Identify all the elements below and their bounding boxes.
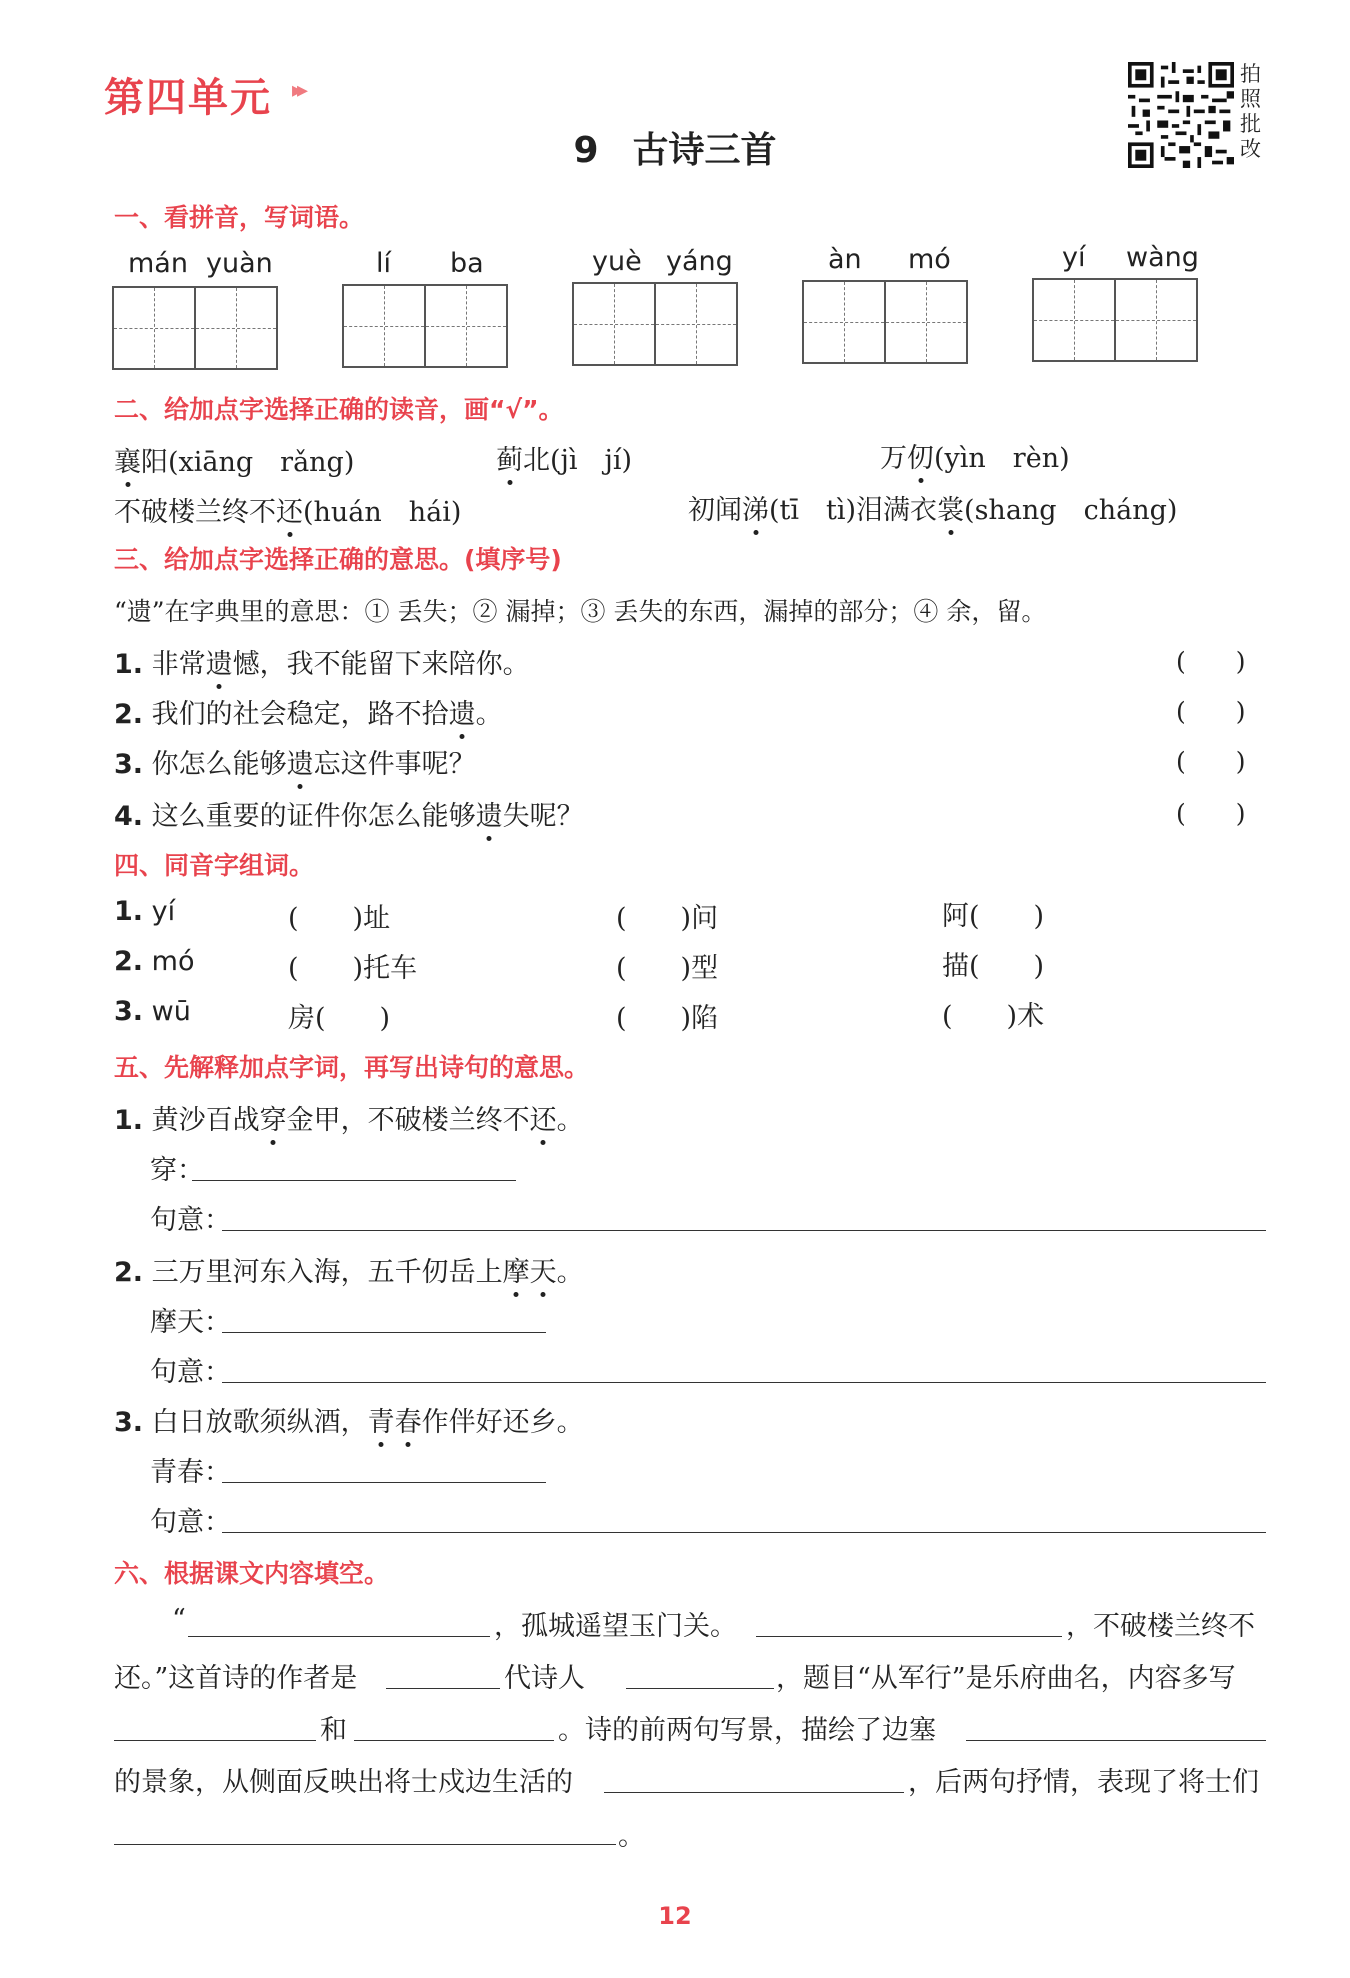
fill-blank[interactable] [354, 1740, 554, 1741]
question-item: 1. 非常遗憾，我不能留下来陪你。 [114, 642, 530, 681]
unit-title: 第四单元 [104, 75, 272, 121]
fill-text: ，孤城遥望玉门关。 [494, 1611, 737, 1642]
grid-cell[interactable] [114, 288, 196, 368]
lesson-number: 9 [573, 130, 599, 171]
grid-cell[interactable] [1116, 280, 1196, 360]
grid-cell[interactable] [804, 282, 886, 362]
unit-arrow-icon: ▸▸ [292, 78, 303, 103]
writing-grid[interactable] [1032, 278, 1198, 362]
question-item: 4. 这么重要的证件你怎么能够遗失呢？ [114, 794, 584, 833]
answer-line[interactable] [222, 1532, 1266, 1533]
fill-text: ，后两句抒情，表现了将士们 [908, 1767, 1259, 1798]
writing-grid[interactable] [342, 284, 508, 368]
grid-cell[interactable] [886, 282, 966, 362]
pinyin: yuè [592, 246, 642, 277]
grid-cell[interactable] [196, 288, 276, 368]
homophone-blank[interactable]: ( )托车 [288, 953, 418, 984]
fill-blank[interactable] [386, 1688, 500, 1689]
homophone-row-label: 3. wū [114, 996, 191, 1027]
fill-text: 和 [320, 1715, 347, 1746]
meaning-label: 句意： [150, 1507, 231, 1538]
fill-blank[interactable] [966, 1740, 1266, 1741]
fill-blank[interactable] [604, 1792, 904, 1793]
homophone-blank[interactable]: ( )址 [288, 903, 391, 934]
page-number: 12 [658, 1902, 692, 1930]
answer-blank[interactable]: ( ) [1176, 747, 1246, 776]
section-4-title: 四、同音字组词。 [114, 851, 315, 880]
section-5-title: 五、先解释加点字词，再写出诗句的意思。 [114, 1053, 590, 1082]
poem-line: 1. 黄沙百战穿金甲，不破楼兰终不还。 [114, 1098, 584, 1137]
grid-cell[interactable] [426, 286, 506, 366]
fill-blank[interactable] [756, 1636, 1062, 1637]
homophone-blank[interactable]: 房( ) [288, 1003, 391, 1034]
answer-line[interactable] [192, 1180, 516, 1181]
fill-text: 。诗的前两句写景，描绘了边塞 [558, 1715, 936, 1746]
grid-cell[interactable] [656, 284, 736, 364]
reading-item[interactable]: 不破楼兰终不还(huán hái) [114, 490, 461, 529]
fill-text: 代诗人 [504, 1663, 585, 1694]
answer-blank[interactable]: ( ) [1176, 647, 1246, 676]
lesson-title-text: 古诗三首 [632, 130, 777, 171]
writing-grid[interactable] [572, 282, 738, 366]
fill-text: “ [172, 1604, 186, 1635]
writing-grid[interactable] [112, 286, 278, 370]
meaning-label: 句意： [150, 1357, 231, 1388]
pinyin: mó [908, 244, 951, 275]
fill-text: 还。”这首诗的作者是 [114, 1663, 358, 1694]
pinyin: lí [376, 248, 392, 279]
poem-line: 2. 三万里河东入海，五千仞岳上摩天。 [114, 1250, 584, 1289]
pinyin: wàng [1126, 242, 1199, 273]
homophone-blank[interactable]: ( )陷 [616, 1003, 719, 1034]
pinyin: àn [828, 244, 862, 275]
fill-blank[interactable] [114, 1844, 616, 1845]
scan-to-grade-label: 拍 照 批 改 [1240, 62, 1261, 161]
poem-line: 3. 白日放歌须纵酒，青春作伴好还乡。 [114, 1400, 584, 1439]
answer-line[interactable] [222, 1230, 1266, 1231]
reading-item[interactable]: 襄阳(xiāng rǎng) [114, 440, 354, 479]
pinyin: yáng [666, 246, 733, 277]
answer-line[interactable] [222, 1482, 546, 1483]
answer-line[interactable] [222, 1332, 546, 1333]
homophone-blank[interactable]: ( )术 [942, 1001, 1045, 1032]
pinyin: yí [1062, 242, 1086, 273]
answer-line[interactable] [222, 1382, 1266, 1383]
reading-item[interactable]: 初闻涕(tī tì)泪满衣裳(shang cháng) [688, 488, 1177, 527]
meaning-label: 句意： [150, 1205, 231, 1236]
homophone-blank[interactable]: ( )问 [616, 903, 719, 934]
homophone-row-label: 2. mó [114, 946, 195, 977]
pinyin: ba [450, 248, 484, 279]
grid-cell[interactable] [344, 286, 426, 366]
fill-text: 。 [618, 1821, 645, 1852]
qr-code-icon[interactable] [1128, 62, 1234, 168]
section-6-title: 六、根据课文内容填空。 [114, 1559, 390, 1588]
fill-text: ，不破楼兰终不 [1066, 1611, 1255, 1642]
term-label: 穿： [150, 1155, 204, 1186]
homophone-row-label: 1. yí [114, 896, 176, 927]
reading-item[interactable]: 蓟北(jì jí) [496, 438, 632, 477]
fill-blank[interactable] [114, 1740, 316, 1741]
pinyin: mán [128, 248, 188, 279]
fill-blank[interactable] [626, 1688, 774, 1689]
section-1-title: 一、看拼音，写词语。 [114, 203, 365, 232]
writing-grid[interactable] [802, 280, 968, 364]
homophone-blank[interactable]: ( )型 [616, 953, 719, 984]
reading-item[interactable]: 万仞(yìn rèn) [880, 436, 1070, 475]
answer-blank[interactable]: ( ) [1176, 799, 1246, 828]
pinyin: yuàn [206, 248, 273, 279]
term-label: 摩天： [150, 1307, 231, 1338]
grid-cell[interactable] [574, 284, 656, 364]
section-3-title: 三、给加点字选择正确的意思。(填序号) [114, 545, 562, 574]
fill-text: ，题目“从军行”是乐府曲名，内容多写 [776, 1663, 1236, 1694]
homophone-blank[interactable]: 描( ) [942, 951, 1045, 982]
fill-text: 的景象，从侧面反映出将士戍边生活的 [114, 1767, 573, 1798]
term-label: 青春： [150, 1457, 231, 1488]
homophone-blank[interactable]: 阿( ) [942, 901, 1045, 932]
question-item: 2. 我们的社会稳定，路不拾遗。 [114, 692, 503, 731]
dictionary-definition: “遗”在字典里的意思：① 丢失；② 漏掉；③ 丢失的东西，漏掉的部分；④ 余，留。 [114, 597, 1047, 626]
fill-blank[interactable] [188, 1636, 490, 1637]
grid-cell[interactable] [1034, 280, 1116, 360]
section-2-title: 二、给加点字选择正确的读音，画“√”。 [114, 395, 564, 424]
answer-blank[interactable]: ( ) [1176, 697, 1246, 726]
question-item: 3. 你怎么能够遗忘这件事呢？ [114, 742, 476, 781]
